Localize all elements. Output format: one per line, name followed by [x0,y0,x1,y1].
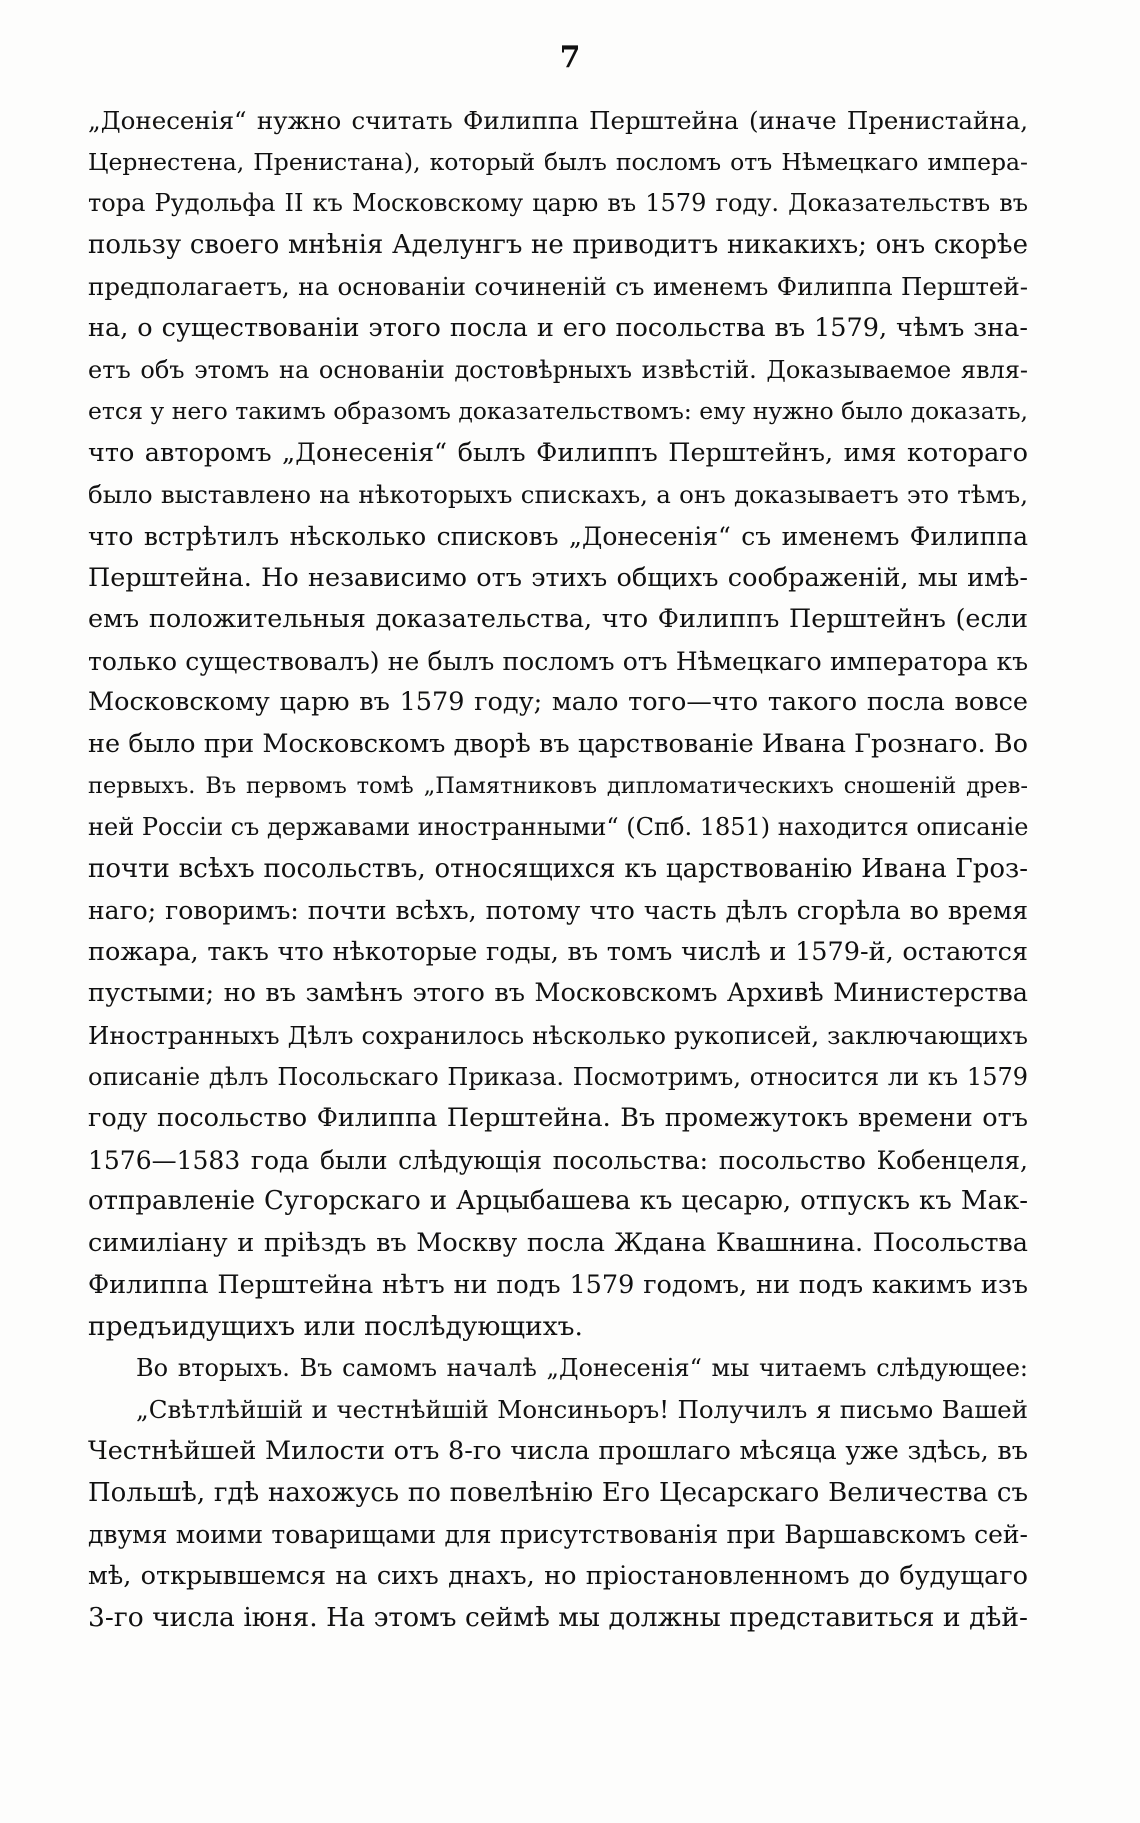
text-line: пользу своего мнѣнія Аделунгъ не приводитъ никакихъ; онъ скорѣе [88,229,1028,260]
text-line: наго; говоримъ: почти всѣхъ, потому что часть дѣлъ сгорѣла во время [88,896,1028,926]
text-line: ней Россіи съ державами иностранными“ (Спб. 1851) находится описаніе [88,813,1028,842]
text-line: етъ объ этомъ на основаніи достовѣрныхъ извѣстій. Доказываемое явля- [88,355,1028,384]
text-line: Честнѣйшей Милости отъ 8-го числа прошлаго мѣсяца уже здѣсь, въ [88,1436,1028,1466]
text-line: Московскому царю въ 1579 году; мало того—что такого посла вовсе [88,687,1028,718]
text-line: симиліану и пріѣздъ въ Москву посла Ждана Квашнина. Посольства [88,1228,1028,1259]
text-line: первыхъ. Въ первомъ томѣ „Памятниковъ дипломатическихъ сношеній древ- [88,772,1028,799]
text-line: только существовалъ) не былъ посломъ отъ Нѣмецкаго императора къ [88,646,1028,676]
text-line: предполагаетъ, на основаніи сочиненій съ именемъ Филиппа Перштей- [88,272,1028,302]
text-line: что встрѣтилъ нѣсколько списковъ „Донесенія“ съ именемъ Филиппа [88,521,1028,551]
text-line: емъ положительныя доказательства, что Филиппъ Перштейнъ (если [88,604,1028,635]
text-line: Перштейна. Но независимо отъ этихъ общихъ соображеній, мы имѣ- [88,562,1028,593]
text-line: Филиппа Перштейна нѣтъ ни подъ 1579 годомъ, ни подъ какимъ изъ [88,1269,1028,1300]
text-line: Польшѣ, гдѣ нахожусь по повелѣнію Его Цесарскаго Величества съ [88,1477,1028,1508]
text-line: предъидущихъ или послѣдующихъ. [88,1311,583,1343]
text-line: „Донесенія“ нужно считать Филиппа Перштейна (иначе Пренистайна, [88,106,1028,135]
text-line: Иностранныхъ Дѣлъ сохранилось нѣсколько рукописей, заключающихъ [88,1021,1028,1051]
text-line: было выставлено на нѣкоторыхъ спискахъ, а онъ доказываетъ это тѣмъ, [88,480,1028,510]
text-line: тора Рудольфа II къ Московскому царю въ 1579 году. Доказательствъ въ [88,189,1028,218]
text-line: пожара, такъ что нѣкоторые годы, въ томъ числѣ и 1579-й, остаются [88,936,1028,967]
text-line: пустыми; но въ замѣнъ этого въ Московскомъ Архивѣ Министерства [88,978,1028,1009]
text-line: двумя моими товарищами для присутствованія при Варшавскомъ сей- [88,1520,1028,1550]
text-line: году посольство Филиппа Перштейна. Въ промежутокъ времени отъ [88,1103,1028,1134]
text-line: отправленіе Сугорскаго и Арцыбашева къ цесарю, отпускъ къ Мак- [88,1186,1028,1217]
text-line: 3-го числа іюня. На этомъ сеймѣ мы должны представиться и дѣй- [88,1602,1028,1634]
page-number: 7 [559,40,581,75]
text-line: мѣ, открывшемся на сихъ днахъ, но пріостановленномъ до будущаго [88,1560,1028,1591]
text-line: описаніе дѣлъ Посольскаго Приказа. Посмотримъ, относится ли къ 1579 [88,1062,1028,1091]
text-line: что авторомъ „Донесенія“ былъ Филиппъ Перштейнъ, имя котораго [88,437,1028,468]
text-line: ется у него такимъ образомъ доказательствомъ: ему нужно было доказать, [88,397,1028,426]
body-text [88,100,1028,1639]
text-line: „Свѣтлѣйшій и честнѣйшій Монсиньоръ! Получилъ я письмо Вашей [136,1395,1028,1425]
text-line: Во вторыхъ. Въ самомъ началѣ „Донесенія“ мы читаемъ слѣдующее: [136,1353,1028,1382]
text-line: не было при Московскомъ дворѣ въ царствованіе Ивана Грознаго. Во [88,728,1028,759]
text-line: 1576—1583 года были слѣдующія посольства: посольство Кобенцеля, [88,1145,1028,1175]
text-line: почти всѣхъ посольствъ, относящихся къ царствованію Ивана Гроз- [88,853,1028,884]
text-line: Цернестена, Пренистана), который былъ посломъ отъ Нѣмецкаго импера- [88,147,1028,176]
text-line: на, о существованіи этого посла и его посольства въ 1579, чѣмъ зна- [88,312,1028,343]
